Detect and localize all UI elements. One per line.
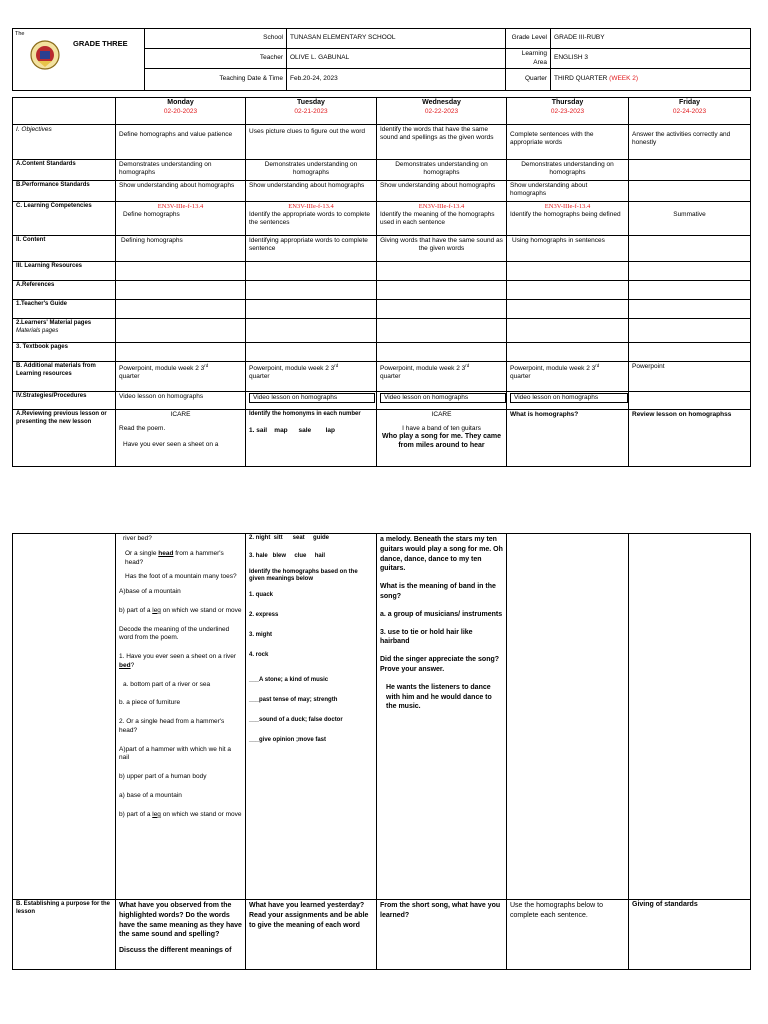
resources-label: III. Learning Resources [13,262,116,281]
empty-cell [246,319,377,343]
references-label: A.References [13,281,116,300]
additional-text: Powerpoint, module week 2 3 [249,365,335,373]
day-monday-cell [116,98,246,125]
performance-standards-label: B.Performance Standards [13,181,116,202]
day-date: 02-24-2023 [672,107,707,115]
continued-label-cell [13,534,116,900]
empty-cell [116,343,246,362]
item-line: 1. quack [249,592,274,599]
strategies-thu: Video lesson on homographs [510,393,628,403]
choice-line: A)part of a hammer with which we hit a nail [119,745,231,762]
school-label: School [145,29,287,49]
competency-text: Identify the homographs being defined [510,211,621,219]
day-tuesday-cell [246,98,377,125]
corner-cell [13,98,116,125]
underlined-word: bed [119,661,131,669]
content-fri [629,236,751,262]
day-name: Friday [678,99,700,106]
underlined-word: head [158,549,174,557]
reviewing-line: Identify the homonyms in each number [249,411,361,417]
grade-level-value: GRADE III-RUBY [551,29,751,49]
continued-mon [116,534,246,900]
choice-line: b. a piece of furniture [119,699,181,707]
school-logo-icon [27,39,63,71]
homonym-line: 2. night sitt seat guide [249,535,330,541]
empty-cell [629,281,751,300]
quarter-value-cell [551,69,751,91]
choice-line: a) base of a mountain [119,792,182,800]
objectives-fri: Answer the activities correctly and honestly [629,125,751,160]
additional-wed [377,362,507,392]
empty-cell [507,319,629,343]
content-label: II. Content [13,236,116,262]
choice-line: b) upper part of a human body [119,773,207,781]
icare-label: ICARE [431,411,452,418]
quarter-label: Quarter [506,69,551,91]
reviewing-line: Read the poem. [119,425,166,433]
purpose-text: Discuss the different meanings of [119,947,232,955]
performance-standards-thu: Show understanding about homographs [507,181,629,202]
day-name: Thursday [551,99,584,106]
reviewing-wed [377,410,507,467]
question-line [119,653,242,671]
strategies-label: IV.Strategies/Procedures [13,392,116,410]
additional-sup: rd [334,363,339,368]
empty-cell [507,262,629,281]
empty-cell [246,262,377,281]
empty-cell [246,343,377,362]
empty-cell [377,319,507,343]
reviewing-label: A.Reviewing previous lesson or presenting the new lesson [13,410,116,467]
competency-text: Identify the appropriate words to complete the sentences [249,211,371,227]
reviewing-line: I have a band of ten guitars [402,425,481,433]
content-thu: Using homographs in sentences [507,236,629,262]
continued-thu [507,534,629,900]
objectives-tue: Uses picture clues to figure out the word [246,125,377,160]
additional-text-2: quarter [119,373,140,381]
teacher-value: OLIVE L. GABUNAL [287,49,506,69]
objectives-wed: Identify the words that have the same sound and spellings as the given words [377,125,507,160]
day-friday-cell [629,98,751,125]
purpose-thu: Use the homographs below to complete each sentence. [507,900,629,970]
objectives-mon: Define homographs and value patience [116,125,246,160]
strategies-wed: Video lesson on homographs [380,393,506,403]
learning-area-label: Learning Area [506,49,551,69]
content-tue: Identifying appropriate words to complete sentence [246,236,377,262]
reviewing-tue [246,410,377,467]
purpose-label: B. Establishing a purpose for the lesson [13,900,116,970]
empty-cell [377,281,507,300]
choice-line: A)base of a mountain [119,588,181,596]
text-part: from a hammer's head? [125,549,224,566]
objectives-thu: Complete sentences with the appropriate words [507,125,629,160]
additional-text-2: quarter [510,373,531,381]
day-name: Monday [167,99,194,106]
text-part: b) part of a [119,810,153,818]
competency-text: Define homographs [123,211,180,219]
lm-pages-sub: Materials pages [16,327,59,334]
reviewing-line: Who play a song for me. They came from miles around to hear [381,433,502,449]
meaning-line: ___give opinion ;move fast [249,736,327,743]
additional-text-2: quarter [249,373,270,381]
empty-cell [246,281,377,300]
empty-cell [246,300,377,319]
dates-label: Teaching Date & Time [145,69,287,91]
strategies-fri [629,392,751,410]
item-line: 4. rock [249,651,269,658]
quarter-week: (WEEK 2) [609,75,639,83]
additional-tue [246,362,377,392]
competencies-fri: Summative [629,202,751,236]
text-part: on which we stand or move [160,810,242,818]
question-line: Did the singer appreciate the song? Prove your answer. [380,656,500,673]
grade-level-label: Grade Level [506,29,551,49]
dates-value: Feb.20-24, 2023 [287,69,506,91]
empty-cell [507,343,629,362]
header-table [12,28,751,91]
competencies-label: C. Learning Competencies [13,202,116,236]
continued-fri [629,534,751,900]
item-line: 2. express [249,611,279,618]
learning-area-value: ENGLISH 3 [551,49,751,69]
strategies-tue-cell [246,392,377,410]
instruction-line: Identify the homographs based on the given meanings below [249,568,358,583]
lesson-plan-table-page1 [12,97,751,467]
song-line: a melody. Beneath the stars my ten guitars would play a song for me. Oh dance, dance, dance to my ten guitars. [380,536,503,573]
meaning-line: ___sound of a duck; false doctor [249,716,343,723]
day-date: 02-20-2023 [163,107,198,115]
strategies-thu-cell [507,392,629,410]
competency-text: Identify the meaning of the homographs used in each sentence [380,211,495,227]
underlined-word: leg [152,810,161,818]
reviewing-line: Have you ever seen a sheet on a [123,441,219,449]
day-date: 02-22-2023 [424,107,459,115]
competency-code: EN3V-IIIe-f-13.4 [157,203,204,210]
textbook-label: 3. Textbook pages [13,343,116,362]
purpose-tue: What have you learned yesterday? Read your assignments and be able to give the meaning of each word [246,900,377,970]
day-name: Tuesday [297,99,325,106]
additional-sup: rd [204,363,209,368]
teacher-label: Teacher [145,49,287,69]
content-standards-thu: Demonstrates understanding on homographs [507,160,629,181]
purpose-text: What have you observed from the highlighted words? Do the words have the same meaning as they have the same sound and spelling? [119,902,242,939]
text-part: Or a single [125,549,159,557]
continued-wed [377,534,507,900]
empty-cell [507,281,629,300]
homonym-line: 3. hale blew clue hail [249,552,326,559]
continued-tue [246,534,377,900]
answer-line: He wants the listeners to dance with him and he would dance to the music. [386,683,492,711]
competencies-mon [116,202,246,236]
competency-code: EN3V-IIIe-f-13.4 [418,203,465,210]
text-part: b) part of a [119,606,153,614]
competencies-thu [507,202,629,236]
additional-fri: Powerpoint [629,362,751,392]
choice-line: a. a group of musicians/ instruments [380,610,503,618]
additional-thu [507,362,629,392]
purpose-wed: From the short song, what have you learned? [377,900,507,970]
poem-line: river bed? [123,535,152,542]
question-line: 2. Or a single head from a hammer's head? [119,718,225,734]
content-standards-wed: Demonstrates understanding on homographs [377,160,507,181]
reviewing-line: 1. sail map sale lap [249,426,335,434]
purpose-mon [116,900,246,970]
competency-code: EN3V-IIIe-f-13.4 [544,203,591,210]
empty-cell [116,281,246,300]
additional-text: Powerpoint, module week 2 3 [119,365,205,373]
choice-line: a. bottom part of a river or sea [123,680,211,688]
competencies-wed [377,202,507,236]
additional-sup: rd [595,363,600,368]
empty-cell [629,262,751,281]
logo-text: The [15,31,25,37]
performance-standards-mon: Show understanding about homographs [116,181,246,202]
empty-cell [116,319,246,343]
strategies-wed-cell [377,392,507,410]
empty-cell [629,300,751,319]
empty-cell [507,300,629,319]
performance-standards-tue: Show understanding about homographs [246,181,377,202]
empty-cell [629,319,751,343]
text-part: 1. Have you ever seen a sheet on a river [119,653,237,661]
performance-standards-wed: Show understanding about homographs [377,181,507,202]
choice-line [119,607,242,616]
underlined-word: leg [152,606,161,614]
content-standards-fri [629,160,751,181]
poem-line [119,550,242,568]
additional-text-2: quarter [380,373,401,381]
competency-code: EN3V-IIIe-f-13.4 [288,203,334,210]
empty-cell [377,343,507,362]
item-line: 3. might [249,631,273,638]
lm-pages-cell [13,319,116,343]
text-part: on which we stand or move [160,606,242,614]
empty-cell [377,262,507,281]
reviewing-mon [116,410,246,467]
empty-cell [116,300,246,319]
meaning-line: ___past tense of may; strength [249,697,338,704]
question-line: What is the meaning of band in the song? [380,583,496,600]
content-standards-tue: Demonstrates understanding on homographs [246,160,377,181]
content-standards-label: A.Content Standards [13,160,116,181]
empty-cell [116,262,246,281]
purpose-fri: Giving of standards [629,900,751,970]
additional-mon [116,362,246,392]
poem-line: Has the foot of a mountain many toes? [125,573,237,581]
text-part: ? [130,661,135,669]
strategies-mon: Video lesson on homographs [116,392,246,410]
choice-line: 3. use to tie or hold hair like hairband [380,628,473,646]
content-mon: Defining homographs [116,236,246,262]
quarter-value: THIRD QUARTER [554,75,608,83]
choice-line [119,811,242,820]
grade-title: GRADE THREE [73,39,128,48]
day-name: Wednesday [422,99,461,106]
lesson-plan-table-page2 [12,533,751,970]
objectives-label: I. Objectives [13,125,116,160]
logo-cell [13,29,145,91]
meaning-line: ___A stone; a kind of music [249,677,329,684]
school-value: TUNASAN ELEMENTARY SCHOOL [287,29,506,49]
strategies-tue: Video lesson on homographs [249,393,375,403]
additional-sup: rd [465,363,470,368]
lm-pages-label: 2.Learners' Material pages [16,320,92,326]
icare-label: ICARE [170,411,191,418]
reviewing-thu: What is homographs? [507,410,629,467]
additional-label: B. Additional materials from Learning resources [13,362,116,392]
reviewing-fri: Review lesson on homographss [629,410,751,467]
additional-text: Powerpoint, module week 2 3 [510,365,596,373]
day-wednesday-cell [377,98,507,125]
additional-text: Powerpoint, module week 2 3 [380,365,466,373]
teachers-guide-label: 1.Teacher's Guide [13,300,116,319]
competencies-tue [246,202,377,236]
empty-cell [629,343,751,362]
day-date: 02-23-2023 [550,107,585,115]
content-standards-mon: Demonstrates understanding on homographs [116,160,246,181]
content-wed: Giving words that have the same sound as the given words [377,236,507,262]
day-thursday-cell [507,98,629,125]
instruction-line: Decode the meaning of the underlined word from the poem. [119,625,230,642]
empty-cell [377,300,507,319]
performance-standards-fri [629,181,751,202]
day-date: 02-21-2023 [294,107,328,115]
